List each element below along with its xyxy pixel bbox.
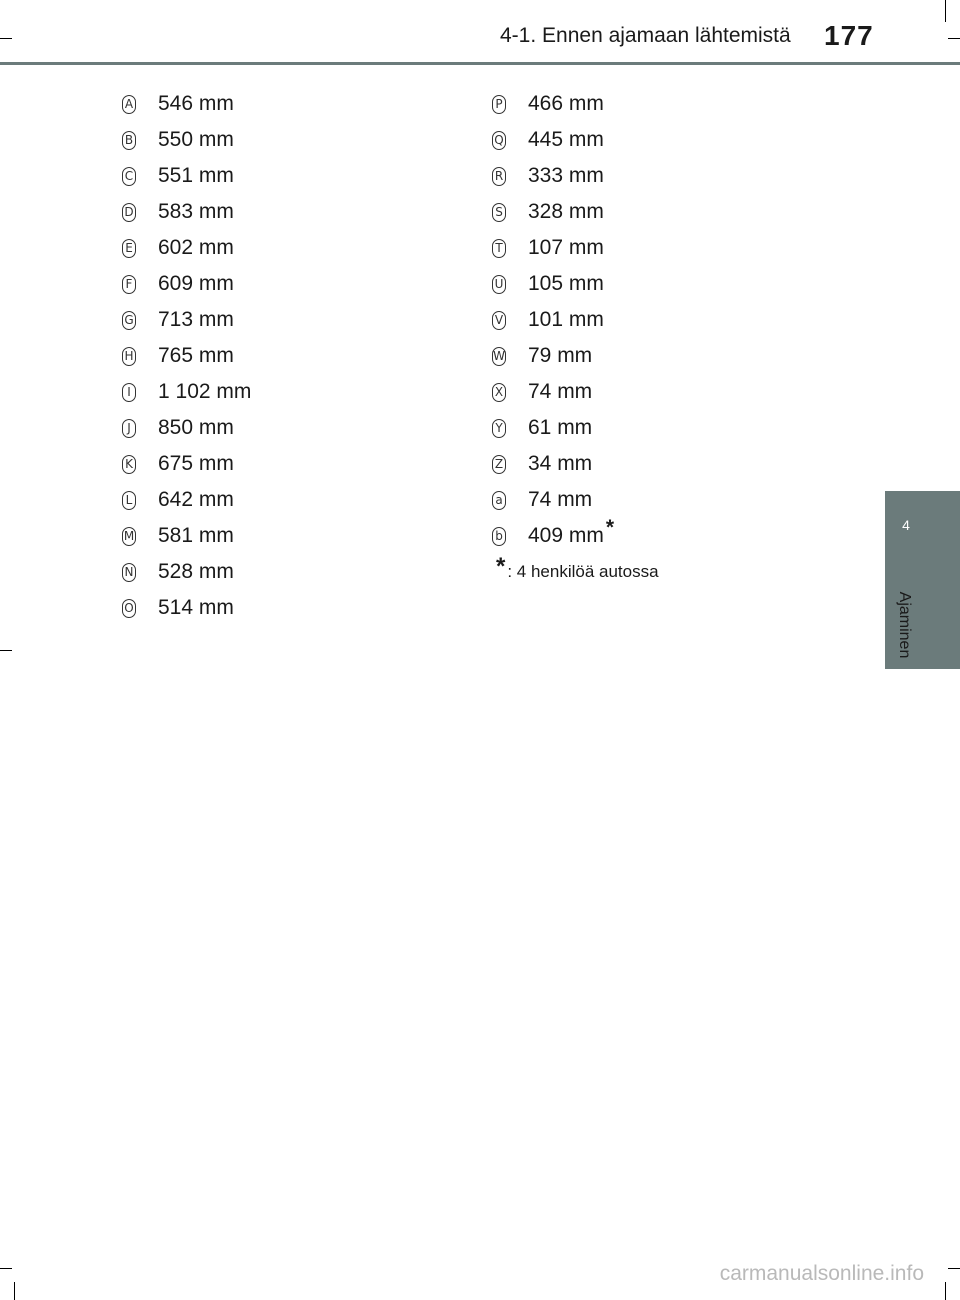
dimension-value: 107 mm bbox=[528, 236, 604, 259]
crop-mark bbox=[0, 1268, 12, 1269]
list-item bbox=[122, 410, 251, 446]
marker-badge: R bbox=[492, 167, 506, 186]
dimension-value: 550 mm bbox=[158, 128, 234, 151]
list-item bbox=[122, 266, 251, 302]
marker-badge: A bbox=[122, 95, 136, 114]
dimension-value: 713 mm bbox=[158, 308, 234, 331]
footnote bbox=[496, 554, 659, 590]
dimension-value: 546 mm bbox=[158, 92, 234, 115]
crop-mark bbox=[945, 1282, 946, 1300]
list-item bbox=[492, 518, 659, 554]
dimension-value: 514 mm bbox=[158, 596, 234, 619]
dimension-value: 551 mm bbox=[158, 164, 234, 187]
marker-badge: a bbox=[492, 491, 506, 510]
marker-badge: K bbox=[122, 455, 136, 474]
list-item bbox=[492, 338, 659, 374]
dimension-value bbox=[528, 516, 615, 548]
list-item bbox=[492, 482, 659, 518]
crop-mark bbox=[0, 38, 12, 39]
list-item bbox=[492, 158, 659, 194]
section-title: 4-1. Ennen ajamaan lähtemistä bbox=[500, 24, 791, 47]
dimension-value: 79 mm bbox=[528, 344, 593, 367]
marker-badge: I bbox=[122, 383, 136, 402]
marker-badge: P bbox=[492, 95, 506, 114]
list-item bbox=[122, 302, 251, 338]
marker-badge: J bbox=[122, 419, 136, 438]
list-item bbox=[122, 518, 251, 554]
crop-mark bbox=[14, 1282, 15, 1300]
marker-badge: C bbox=[122, 167, 136, 186]
marker-badge: U bbox=[492, 275, 506, 294]
dimension-value: 466 mm bbox=[528, 92, 604, 115]
crop-mark bbox=[948, 1268, 960, 1269]
list-item bbox=[122, 374, 251, 410]
list-item bbox=[122, 122, 251, 158]
marker-badge: L bbox=[122, 491, 136, 510]
dimension-value: 1 102 mm bbox=[158, 380, 252, 403]
marker-badge: S bbox=[492, 203, 506, 222]
list-item bbox=[492, 446, 659, 482]
chapter-label: Ajaminen bbox=[896, 591, 913, 659]
list-item bbox=[122, 554, 251, 590]
dimension-value: 445 mm bbox=[528, 128, 604, 151]
list-item bbox=[122, 590, 251, 626]
dimension-value-text: 409 mm bbox=[528, 524, 604, 547]
list-item bbox=[492, 266, 659, 302]
list-item bbox=[492, 122, 659, 158]
list-item bbox=[122, 446, 251, 482]
crop-mark bbox=[945, 0, 946, 22]
list-item bbox=[492, 194, 659, 230]
marker-badge: Q bbox=[492, 131, 506, 150]
marker-badge: X bbox=[492, 383, 506, 402]
dimension-value: 675 mm bbox=[158, 452, 234, 475]
marker-badge: G bbox=[122, 311, 136, 330]
watermark: carmanualsonline.info bbox=[719, 1262, 924, 1285]
dimension-value: 581 mm bbox=[158, 524, 234, 547]
marker-badge: W bbox=[492, 347, 506, 366]
list-item bbox=[122, 482, 251, 518]
marker-badge: B bbox=[122, 131, 136, 150]
list-item bbox=[122, 338, 251, 374]
chapter-number: 4 bbox=[902, 517, 910, 533]
marker-badge: E bbox=[122, 239, 136, 258]
footnote-text: : 4 henkilöä autossa bbox=[507, 562, 659, 581]
list-item bbox=[122, 158, 251, 194]
dimension-value: 328 mm bbox=[528, 200, 604, 223]
dimension-value: 105 mm bbox=[528, 272, 604, 295]
dimension-value: 34 mm bbox=[528, 452, 593, 475]
footnote-symbol: * bbox=[496, 553, 506, 580]
page-number: 177 bbox=[824, 20, 874, 51]
list-item bbox=[492, 374, 659, 410]
list-item bbox=[122, 230, 251, 266]
marker-badge: V bbox=[492, 311, 506, 330]
header-rule bbox=[0, 62, 960, 65]
dimension-value: 609 mm bbox=[158, 272, 234, 295]
dimension-value: 528 mm bbox=[158, 560, 234, 583]
dimension-value: 642 mm bbox=[158, 488, 234, 511]
marker-badge: T bbox=[492, 239, 506, 258]
footnote-asterisk: * bbox=[605, 516, 615, 539]
list-item bbox=[122, 86, 251, 122]
dimension-value: 850 mm bbox=[158, 416, 234, 439]
list-item bbox=[492, 230, 659, 266]
dimension-value: 333 mm bbox=[528, 164, 604, 187]
marker-badge: O bbox=[122, 599, 136, 618]
marker-badge: H bbox=[122, 347, 136, 366]
dimension-value: 765 mm bbox=[158, 344, 234, 367]
marker-badge: Z bbox=[492, 455, 506, 474]
dimension-list-right bbox=[492, 86, 659, 590]
crop-mark bbox=[948, 38, 960, 39]
marker-badge: M bbox=[122, 527, 136, 546]
list-item bbox=[492, 410, 659, 446]
marker-badge: D bbox=[122, 203, 136, 222]
marker-badge: b bbox=[492, 527, 506, 546]
list-item bbox=[122, 194, 251, 230]
marker-badge: Y bbox=[492, 419, 506, 438]
dimension-value: 101 mm bbox=[528, 308, 604, 331]
marker-badge: N bbox=[122, 563, 136, 582]
list-item bbox=[492, 86, 659, 122]
dimension-value: 74 mm bbox=[528, 488, 593, 511]
marker-badge: F bbox=[122, 275, 136, 294]
dimension-list-left bbox=[122, 86, 251, 626]
dimension-value: 583 mm bbox=[158, 200, 234, 223]
dimension-value: 74 mm bbox=[528, 380, 593, 403]
dimension-value: 602 mm bbox=[158, 236, 234, 259]
dimension-value: 61 mm bbox=[528, 416, 593, 439]
crop-mark bbox=[0, 650, 12, 651]
list-item bbox=[492, 302, 659, 338]
